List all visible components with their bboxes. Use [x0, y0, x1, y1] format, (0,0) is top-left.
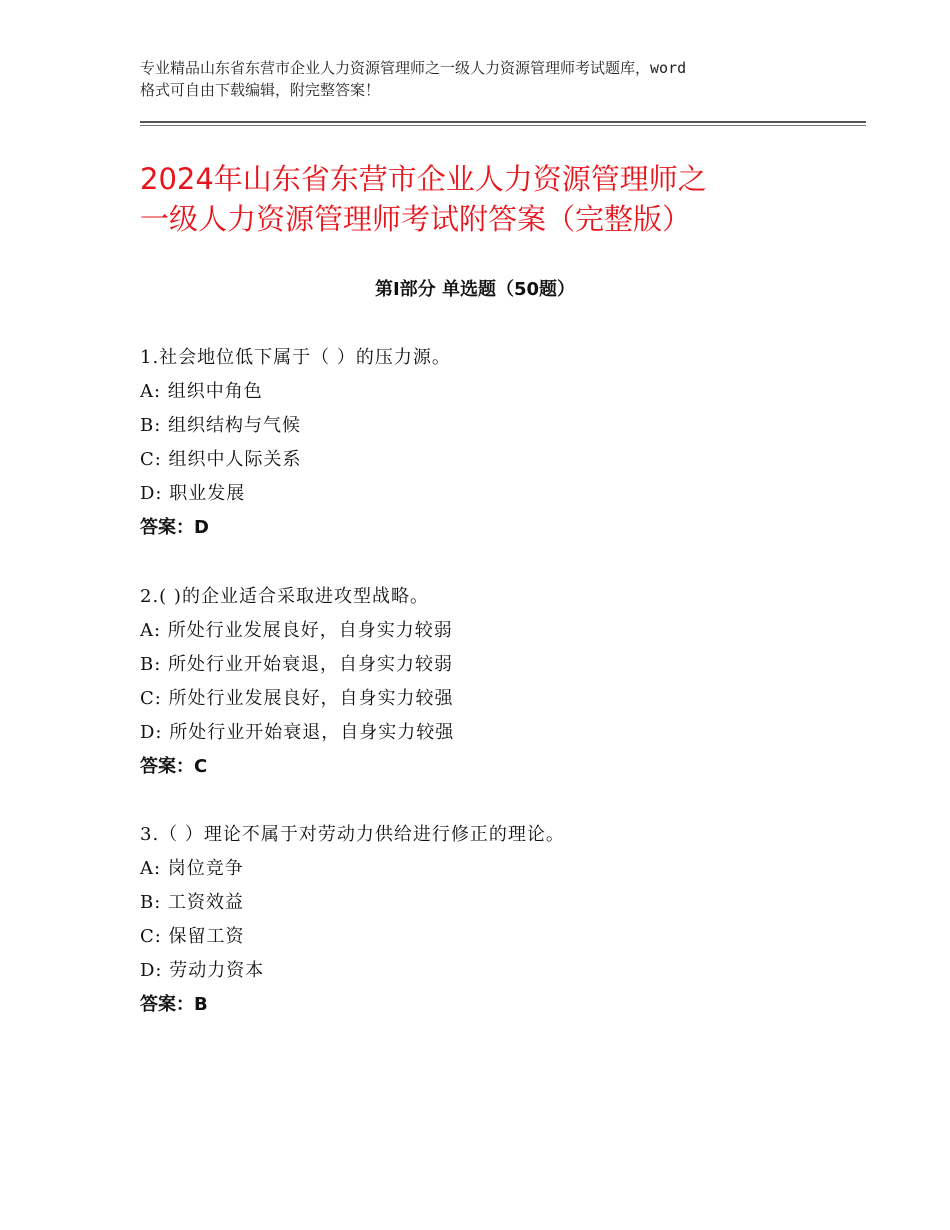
question-stem: 3.（ ）理论不属于对劳动力供给进行修正的理论。 [140, 824, 565, 845]
option-b: B: 工资效益 [140, 892, 245, 913]
header-divider-thin [140, 125, 866, 126]
header-note [140, 57, 840, 101]
document-title-line-1: 2024年山东省东营市企业人力资源管理师之 [140, 162, 707, 196]
answer-label: 答案：B [140, 994, 208, 1015]
option-b: B: 所处行业开始衰退，自身实力较弱 [140, 654, 454, 675]
header-note-line-2: 格式可自由下载编辑，附完整答案！ [140, 81, 381, 99]
option-a: A: 组织中角色 [140, 381, 263, 402]
document-title [140, 159, 840, 239]
option-d: D: 职业发展 [140, 483, 246, 504]
option-c: C: 保留工资 [140, 926, 245, 947]
option-d: D: 所处行业开始衰退，自身实力较强 [140, 722, 455, 743]
option-c: C: 所处行业发展良好，自身实力较强 [140, 688, 454, 709]
question-stem: 1.社会地位低下属于（ ）的压力源。 [140, 347, 451, 368]
option-c: C: 组织中人际关系 [140, 449, 302, 470]
question-block [140, 818, 860, 1022]
answer-label: 答案：D [140, 517, 209, 538]
header-divider [140, 121, 866, 123]
option-a: A: 所处行业发展良好，自身实力较弱 [140, 620, 453, 641]
question-block [140, 580, 860, 784]
header-note-line-1: 专业精品山东省东营市企业人力资源管理师之一级人力资源管理师考试题库，word [140, 59, 687, 77]
document-title-line-2: 一级人力资源管理师考试附答案（完整版） [140, 202, 692, 236]
option-b: B: 组织结构与气候 [140, 415, 302, 436]
option-a: A: 岗位竞争 [140, 858, 244, 879]
option-d: D: 劳动力资本 [140, 960, 265, 981]
question-block [140, 341, 860, 545]
question-stem: 2.( )的企业适合采取进攻型战略。 [140, 586, 429, 607]
answer-label: 答案：C [140, 756, 208, 777]
part-heading: 第Ⅰ部分 单选题（50题） [374, 279, 575, 300]
